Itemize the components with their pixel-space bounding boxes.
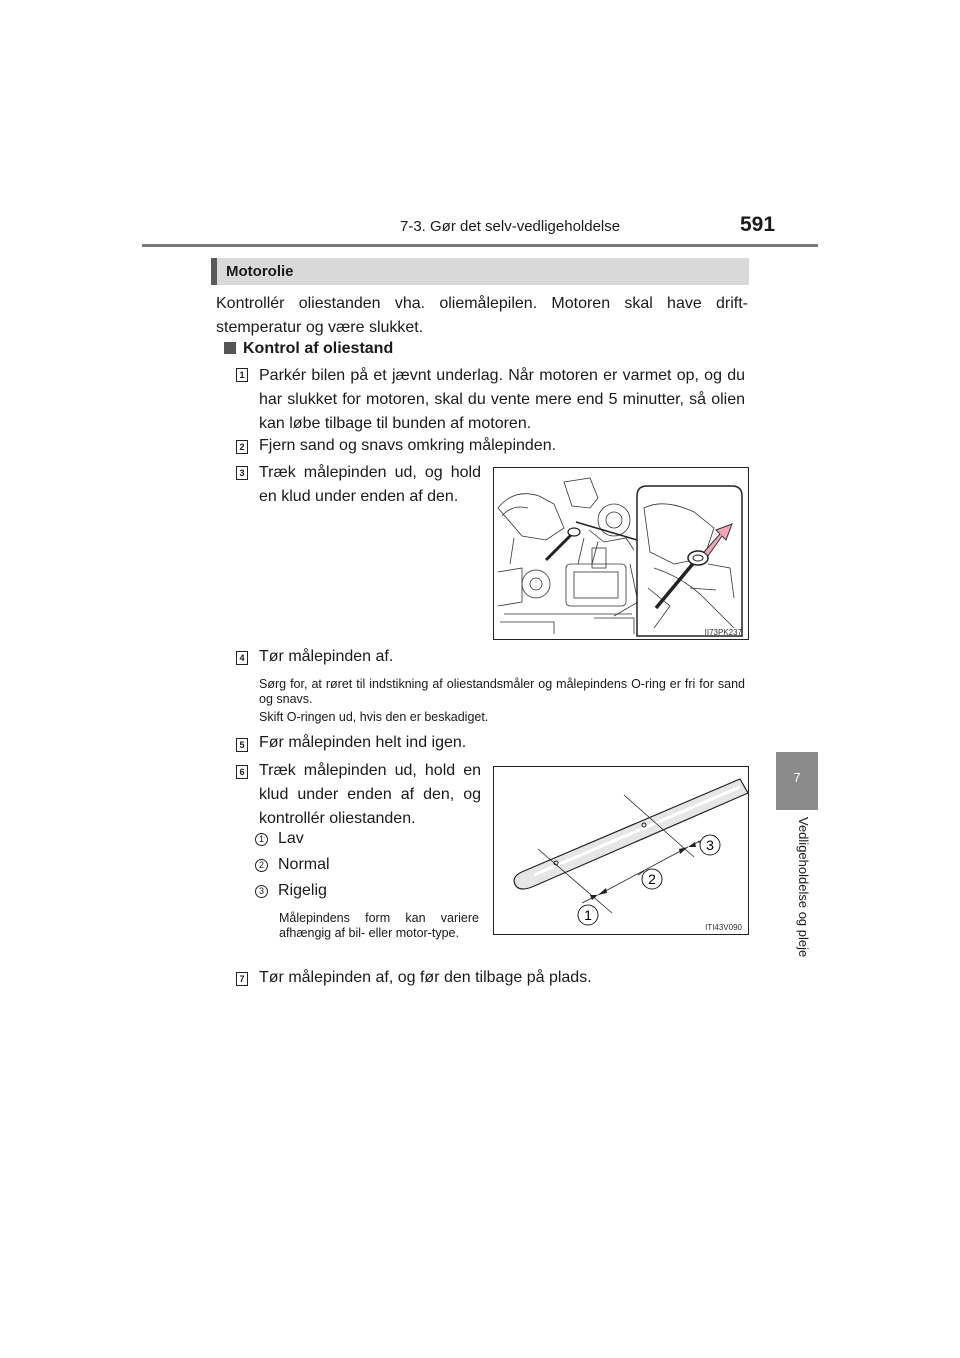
dipstick-illustration <box>494 767 748 934</box>
step-1-text: Parkér bilen på et jævnt underlag. Når motoren er varmet op, og du har slukket for motoren, skal du vente mere end 5 minutter, så olien kan løbe tilbage til bunden af motoren. <box>259 367 745 432</box>
level-label-full: Rigelig <box>278 882 327 899</box>
step-2-text: Fjern sand og snavs omkring målepinden. <box>259 437 557 454</box>
section-heading-bar <box>211 258 749 285</box>
step-4-text: Tør målepinden af. <box>259 648 394 665</box>
dipstick-label-2: 2 <box>648 871 656 887</box>
level-number-1: 1 <box>255 833 268 846</box>
chapter-tab <box>776 752 818 810</box>
chapter-title: Vedligeholdelse og pleje <box>796 817 811 958</box>
step-4-note-2: Skift O-ringen ud, hvis den er beskadiget. <box>259 710 489 724</box>
step-number-3: 3 <box>236 466 248 480</box>
section-title: Motorolie <box>226 263 294 280</box>
dipstick-label-1: 1 <box>584 907 592 923</box>
chapter-number: 7 <box>793 770 801 785</box>
level-label-normal: Normal <box>278 856 330 873</box>
level-number-3: 3 <box>255 885 268 898</box>
intro-paragraph: Kontrollér oliestanden vha. oliemålepilen. Motoren skal have drift-stemperatur og være slukket. <box>216 295 748 336</box>
step-4-note-1: Sørg for, at røret til indstikning af oliestandsmåler og målepindens O-ring er fri for sand og snavs. <box>259 677 745 706</box>
step-number-1: 1 <box>236 368 248 382</box>
level-label-low: Lav <box>278 830 304 847</box>
header-divider <box>142 244 818 247</box>
section-bar-marker <box>211 258 217 285</box>
step-number-4: 4 <box>236 651 248 665</box>
step-6-text: Træk målepinden ud, hold en klud under enden af den, og kontrollér oliestanden. <box>259 762 481 827</box>
dipstick-label-3: 3 <box>706 837 714 853</box>
engine-illustration <box>494 468 748 639</box>
step-number-6: 6 <box>236 765 248 779</box>
step-3-text: Træk målepinden ud, og hold en klud under enden af den. <box>259 464 481 505</box>
square-bullet-icon <box>224 342 236 354</box>
step-6-note: Målepindens form kan variere afhængig af bil- eller motor-type. <box>279 911 479 940</box>
subheading-text: Kontrol af oliestand <box>243 340 394 357</box>
dipstick-level-figure <box>493 766 749 935</box>
figure-code-dipstick: ITI43V090 <box>705 923 742 932</box>
page-number: 591 <box>740 213 776 236</box>
level-number-2: 2 <box>255 859 268 872</box>
step-number-7: 7 <box>236 972 248 986</box>
figure-code-engine: II73PK237 <box>704 628 742 637</box>
subheading <box>224 340 393 358</box>
engine-dipstick-figure <box>493 467 749 640</box>
step-5-text: Før målepinden helt ind igen. <box>259 734 467 751</box>
step-number-5: 5 <box>236 738 248 752</box>
header-section-title: 7-3. Gør det selv-vedligeholdelse <box>400 218 621 235</box>
step-number-2: 2 <box>236 440 248 454</box>
step-7-text: Tør målepinden af, og før den tilbage på plads. <box>259 969 592 986</box>
